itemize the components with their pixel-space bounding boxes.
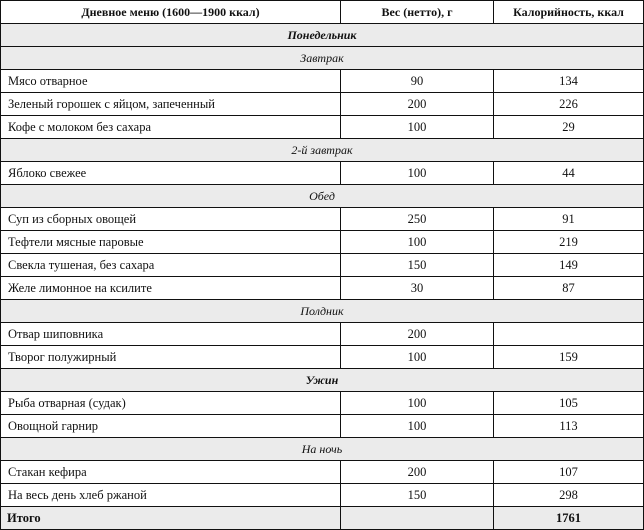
food-weight: 90 [341, 70, 494, 93]
food-calories: 29 [494, 116, 644, 139]
food-calories: 298 [494, 484, 644, 507]
food-calories [494, 323, 644, 346]
food-name: Яблоко свежее [1, 162, 341, 185]
meal-section-label: Ужин [1, 369, 644, 392]
table-footer [1, 507, 644, 530]
meal-section-row [1, 438, 644, 461]
table-row [1, 208, 644, 231]
food-name: Овощной гарнир [1, 415, 341, 438]
total-weight [341, 507, 494, 530]
food-calories: 159 [494, 346, 644, 369]
meal-section-row [1, 369, 644, 392]
food-name: Тефтели мясные паровые [1, 231, 341, 254]
food-calories: 149 [494, 254, 644, 277]
food-calories: 134 [494, 70, 644, 93]
food-name: Суп из сборных овощей [1, 208, 341, 231]
table-row [1, 415, 644, 438]
total-row [1, 507, 644, 530]
table-row [1, 392, 644, 415]
food-name: Мясо отварное [1, 70, 341, 93]
meal-section-label: 2-й завтрак [1, 139, 644, 162]
food-weight: 200 [341, 93, 494, 116]
meal-section-label: Завтрак [1, 47, 644, 70]
food-weight: 200 [341, 323, 494, 346]
table-row [1, 323, 644, 346]
food-name: Зеленый горошек с яйцом, запеченный [1, 93, 341, 116]
food-weight: 100 [341, 415, 494, 438]
meal-section-row [1, 24, 644, 47]
total-label: Итого [1, 507, 341, 530]
food-weight: 150 [341, 484, 494, 507]
food-calories: 91 [494, 208, 644, 231]
food-calories: 87 [494, 277, 644, 300]
food-calories: 219 [494, 231, 644, 254]
table-row [1, 70, 644, 93]
food-name: Кофе с молоком без сахара [1, 116, 341, 139]
food-weight: 30 [341, 277, 494, 300]
table-row [1, 254, 644, 277]
food-name: Стакан кефира [1, 461, 341, 484]
food-name: Творог полужирный [1, 346, 341, 369]
food-name: Отвар шиповника [1, 323, 341, 346]
food-weight: 100 [341, 392, 494, 415]
food-weight: 100 [341, 116, 494, 139]
meal-section-label: Понедельник [1, 24, 644, 47]
column-header-calories: Калорийность, ккал [494, 1, 644, 24]
meal-section-row [1, 47, 644, 70]
meal-section-label: Полдник [1, 300, 644, 323]
meal-section-label: На ночь [1, 438, 644, 461]
table-body [1, 24, 644, 507]
table-row [1, 231, 644, 254]
food-calories: 107 [494, 461, 644, 484]
food-weight: 250 [341, 208, 494, 231]
food-weight: 150 [341, 254, 494, 277]
food-calories: 226 [494, 93, 644, 116]
food-calories: 113 [494, 415, 644, 438]
meal-section-row [1, 139, 644, 162]
table-row [1, 346, 644, 369]
meal-section-label: Обед [1, 185, 644, 208]
total-calories: 1761 [494, 507, 644, 530]
table-row [1, 461, 644, 484]
food-weight: 100 [341, 346, 494, 369]
food-name: Рыба отварная (судак) [1, 392, 341, 415]
column-header-weight: Вес (нетто), г [341, 1, 494, 24]
food-calories: 44 [494, 162, 644, 185]
food-name: На весь день хлеб ржаной [1, 484, 341, 507]
table-row [1, 162, 644, 185]
table-row [1, 277, 644, 300]
table-row [1, 93, 644, 116]
food-weight: 100 [341, 231, 494, 254]
header-row [1, 1, 644, 24]
table-header [1, 1, 644, 24]
food-name: Свекла тушеная, без сахара [1, 254, 341, 277]
food-weight: 200 [341, 461, 494, 484]
meal-section-row [1, 300, 644, 323]
table-row [1, 116, 644, 139]
food-weight: 100 [341, 162, 494, 185]
food-name: Желе лимонное на ксилите [1, 277, 341, 300]
food-calories: 105 [494, 392, 644, 415]
table-row [1, 484, 644, 507]
column-header-menu: Дневное меню (1600—1900 ккал) [1, 1, 341, 24]
meal-section-row [1, 185, 644, 208]
